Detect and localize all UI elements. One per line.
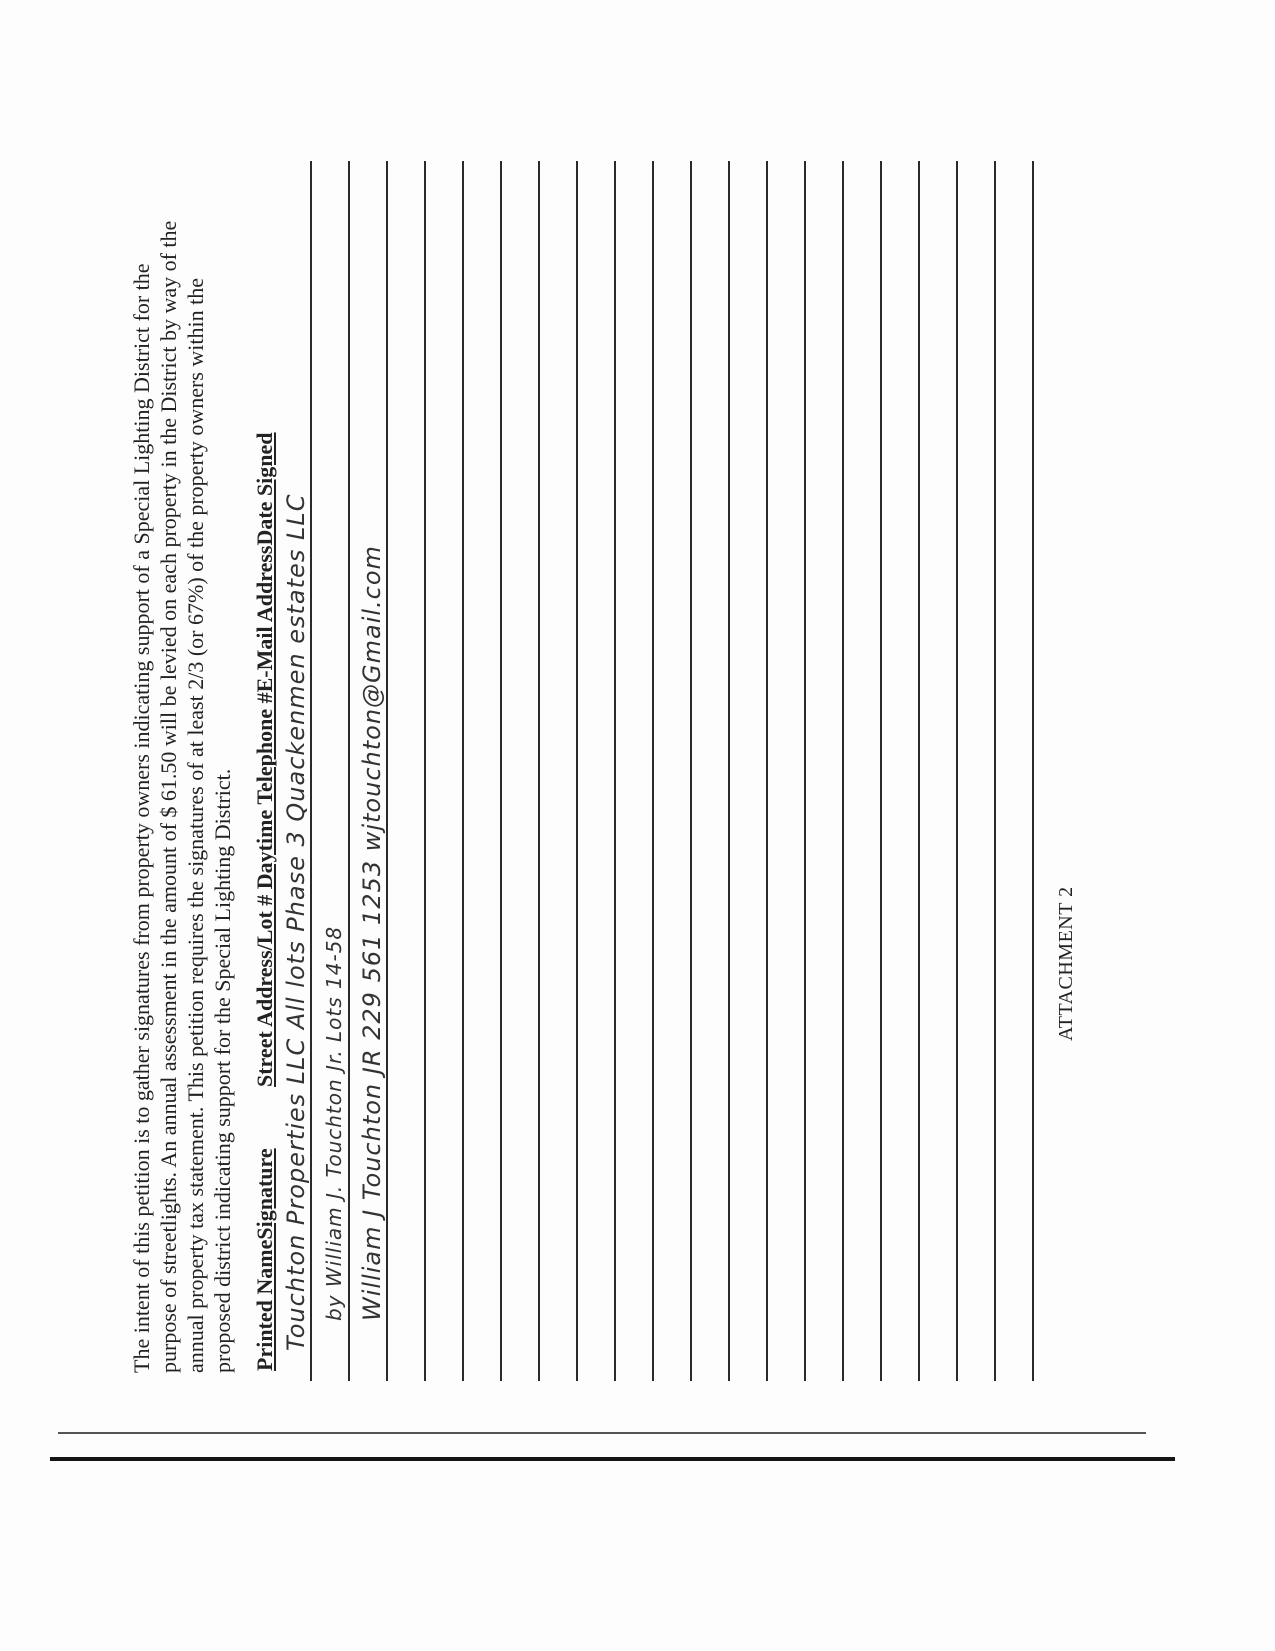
row-line: [386, 161, 388, 1381]
row-line: [1032, 161, 1034, 1381]
intro-paragraph: The intent of this petition is to gather signatures from property owners indicating support of a Special Lighting District for the purpose of streetlights. An annual assessment in the amount of $ 61.50 will be levied on each property in the District by way of the annual property tax statement. This petition requires the signatures of at least 2/3 (or 67%) of the property owners within the proposed district indicating support for the Special Lighting District.: [129, 220, 235, 1373]
row-line: [348, 161, 350, 1381]
handwritten-entry-line-1: Touchton Properties LLC All lots Phase 3 Quackenmen estates LLC: [282, 493, 310, 1351]
column-header-street-address: Street Address/Lot # Daytime Telephone #E-Mail AddressDate Signed: [252, 432, 277, 1087]
scan-rule-thick: [50, 1457, 1175, 1461]
row-line: [538, 161, 540, 1381]
attachment-label: ATTACHMENT 2: [1055, 886, 1077, 1041]
row-line: [614, 161, 616, 1381]
row-line: [500, 161, 502, 1381]
row-line: [424, 161, 426, 1381]
row-line: [576, 161, 578, 1381]
row-line: [766, 161, 768, 1381]
row-line: [728, 161, 730, 1381]
row-line: [462, 161, 464, 1381]
handwritten-entry-line-2: by William J. Touchton Jr. Lots 14-58: [322, 925, 346, 1321]
row-line: [842, 161, 844, 1381]
row-line: [310, 161, 312, 1381]
row-line: [804, 161, 806, 1381]
row-line: [652, 161, 654, 1381]
row-line: [918, 161, 920, 1381]
row-line: [880, 161, 882, 1381]
row-line: [994, 161, 996, 1381]
column-header-printed-name: Printed NameSignature: [252, 1148, 277, 1371]
scan-rule-thin: [58, 1432, 1146, 1434]
row-line: [690, 161, 692, 1381]
row-line: [956, 161, 958, 1381]
handwritten-entry-line-3: William J Touchton JR 229 561 1253 wjtouchton@Gmail.com: [358, 545, 386, 1321]
